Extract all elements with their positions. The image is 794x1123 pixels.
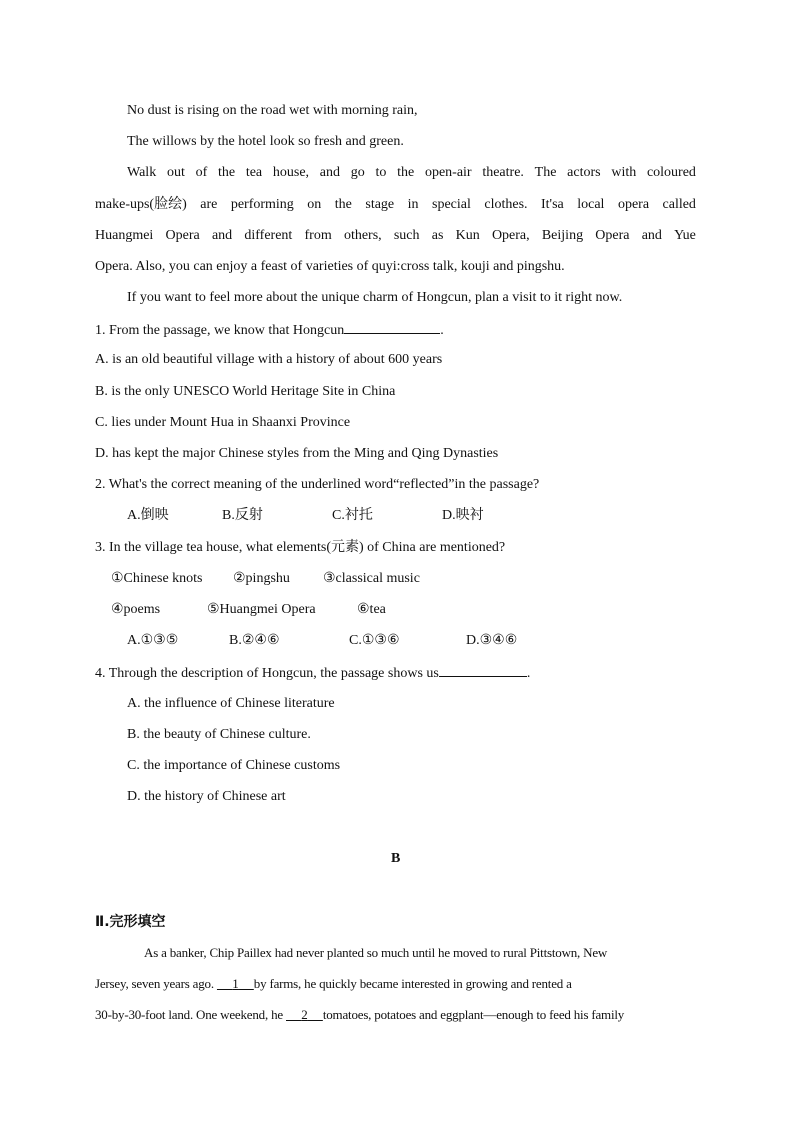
word: Beijing bbox=[541, 228, 584, 243]
word: It'sa bbox=[541, 197, 564, 212]
question-4-option-a[interactable]: A. the influence of Chinese literature bbox=[127, 696, 335, 711]
word: coloured bbox=[646, 165, 696, 180]
question-1-option-d[interactable]: D. has kept the major Chinese styles from the Ming and Qing Dynasties bbox=[95, 446, 499, 461]
cloze-blank-1[interactable] bbox=[217, 976, 254, 991]
word: opera bbox=[617, 197, 650, 212]
question-2-stem: 2. What's the correct meaning of the underlined word“reflected”in the passage? bbox=[95, 477, 540, 492]
question-1 bbox=[95, 320, 444, 340]
word: Kun bbox=[455, 228, 480, 243]
word: local bbox=[577, 197, 605, 212]
word: house, bbox=[272, 165, 310, 180]
word: with bbox=[611, 165, 637, 180]
theatre-paragraph-line-1 bbox=[127, 164, 696, 182]
word: theatre. bbox=[482, 165, 524, 180]
word: and bbox=[641, 228, 662, 243]
question-3-option-c[interactable]: C.①③⑥ bbox=[349, 633, 400, 648]
word: the bbox=[334, 197, 352, 212]
question-4-end: . bbox=[526, 666, 531, 681]
word: from bbox=[304, 228, 332, 243]
word: such bbox=[393, 228, 420, 243]
cloze-text: Jersey, seven years ago. bbox=[95, 976, 217, 991]
cloze-line-3 bbox=[95, 1006, 624, 1024]
question-3-option-b[interactable]: B.②④⑥ bbox=[229, 633, 280, 648]
word: the bbox=[217, 165, 236, 180]
question-2-option-c[interactable]: C.衬托 bbox=[332, 508, 373, 523]
question-3-item: ③classical music bbox=[323, 571, 420, 586]
word: different bbox=[244, 228, 293, 243]
word: open-air bbox=[424, 165, 472, 180]
question-1-option-b[interactable]: B. is the only UNESCO World Heritage Site in China bbox=[95, 384, 396, 399]
word: called bbox=[662, 197, 696, 212]
question-3-item: ④poems bbox=[111, 602, 161, 617]
word: performing bbox=[230, 197, 294, 212]
word: in bbox=[407, 197, 419, 212]
word: Opera, bbox=[491, 228, 530, 243]
question-3-item: ②pingshu bbox=[233, 571, 290, 586]
word: go bbox=[350, 165, 365, 180]
cloze-blank-number: 2 bbox=[301, 1007, 308, 1022]
answer-blank[interactable] bbox=[344, 320, 440, 334]
word: the bbox=[397, 165, 415, 180]
section-b-heading: B bbox=[391, 851, 401, 866]
word: Huangmei bbox=[95, 228, 154, 243]
question-3-item: ⑥tea bbox=[357, 602, 386, 617]
question-3-option-a[interactable]: A.①③⑤ bbox=[127, 633, 179, 648]
cloze-line-2 bbox=[95, 975, 572, 993]
word: others, bbox=[343, 228, 382, 243]
word: as bbox=[431, 228, 444, 243]
question-2-option-b[interactable]: B.反射 bbox=[222, 508, 263, 523]
question-2-option-a[interactable]: A.倒映 bbox=[127, 508, 169, 523]
word: actors bbox=[567, 165, 601, 180]
word: Yue bbox=[674, 228, 696, 243]
question-3-item: ①Chinese knots bbox=[111, 571, 203, 586]
visit-paragraph: If you want to feel more about the unique charm of Hongcun, plan a visit to it right now. bbox=[127, 290, 623, 305]
cloze-text: by farms, he quickly became interested in growing and rented a bbox=[253, 976, 572, 991]
question-3-stem: 3. In the village tea house, what elements(元素) of China are mentioned? bbox=[95, 540, 506, 555]
word: out bbox=[166, 165, 185, 180]
question-2-option-d[interactable]: D.映衬 bbox=[442, 508, 484, 523]
word: tea bbox=[245, 165, 263, 180]
word: to bbox=[375, 165, 387, 180]
question-4-option-d[interactable]: D. the history of Chinese art bbox=[127, 789, 286, 804]
question-3-option-d[interactable]: D.③④⑥ bbox=[466, 633, 518, 648]
question-4-option-c[interactable]: C. the importance of Chinese customs bbox=[127, 758, 341, 773]
cloze-blank-number: 1 bbox=[232, 976, 239, 991]
cloze-blank-2[interactable] bbox=[286, 1007, 323, 1022]
word: Opera bbox=[595, 228, 630, 243]
section-cloze-heading: Ⅱ.完形填空 bbox=[95, 914, 166, 930]
word: Walk bbox=[127, 165, 157, 180]
word: The bbox=[534, 165, 557, 180]
answer-blank[interactable] bbox=[439, 663, 527, 677]
theatre-paragraph-line-4: Opera. Also, you can enjoy a feast of varieties of quyi:cross talk, kouji and pingshu. bbox=[95, 259, 565, 274]
word: and bbox=[211, 228, 233, 243]
cloze-line-1: As a banker, Chip Paillex had never planted so much until he moved to rural Pittstown, New bbox=[144, 945, 608, 960]
word: on bbox=[307, 197, 322, 212]
word: clothes. bbox=[484, 197, 528, 212]
poem-line-2: The willows by the hotel look so fresh and green. bbox=[127, 134, 404, 149]
word: special bbox=[432, 197, 471, 212]
word: make-ups(脸绘) bbox=[95, 197, 187, 212]
word: Opera bbox=[165, 228, 200, 243]
theatre-paragraph-line-2 bbox=[95, 196, 696, 214]
poem-line-1: No dust is rising on the road wet with morning rain, bbox=[127, 103, 418, 118]
cloze-text: tomatoes, potatoes and eggplant—enough to feed his family bbox=[322, 1007, 625, 1022]
word: of bbox=[195, 165, 208, 180]
question-3-item: ⑤Huangmei Opera bbox=[207, 602, 316, 617]
word: are bbox=[200, 197, 218, 212]
word: and bbox=[319, 165, 340, 180]
question-4-stem: 4. Through the description of Hongcun, the passage shows us bbox=[95, 666, 439, 681]
question-1-option-a[interactable]: A. is an old beautiful village with a history of about 600 years bbox=[95, 352, 443, 367]
question-1-stem: 1. From the passage, we know that Hongcun bbox=[95, 323, 345, 338]
question-1-end: . bbox=[440, 323, 444, 338]
cloze-text: 30-by-30-foot land. One weekend, he bbox=[95, 1007, 286, 1022]
theatre-paragraph-line-3 bbox=[95, 227, 696, 245]
question-1-option-c[interactable]: C. lies under Mount Hua in Shaanxi Province bbox=[95, 415, 351, 430]
question-4 bbox=[95, 663, 530, 683]
word: stage bbox=[365, 197, 395, 212]
question-4-option-b[interactable]: B. the beauty of Chinese culture. bbox=[127, 727, 311, 742]
